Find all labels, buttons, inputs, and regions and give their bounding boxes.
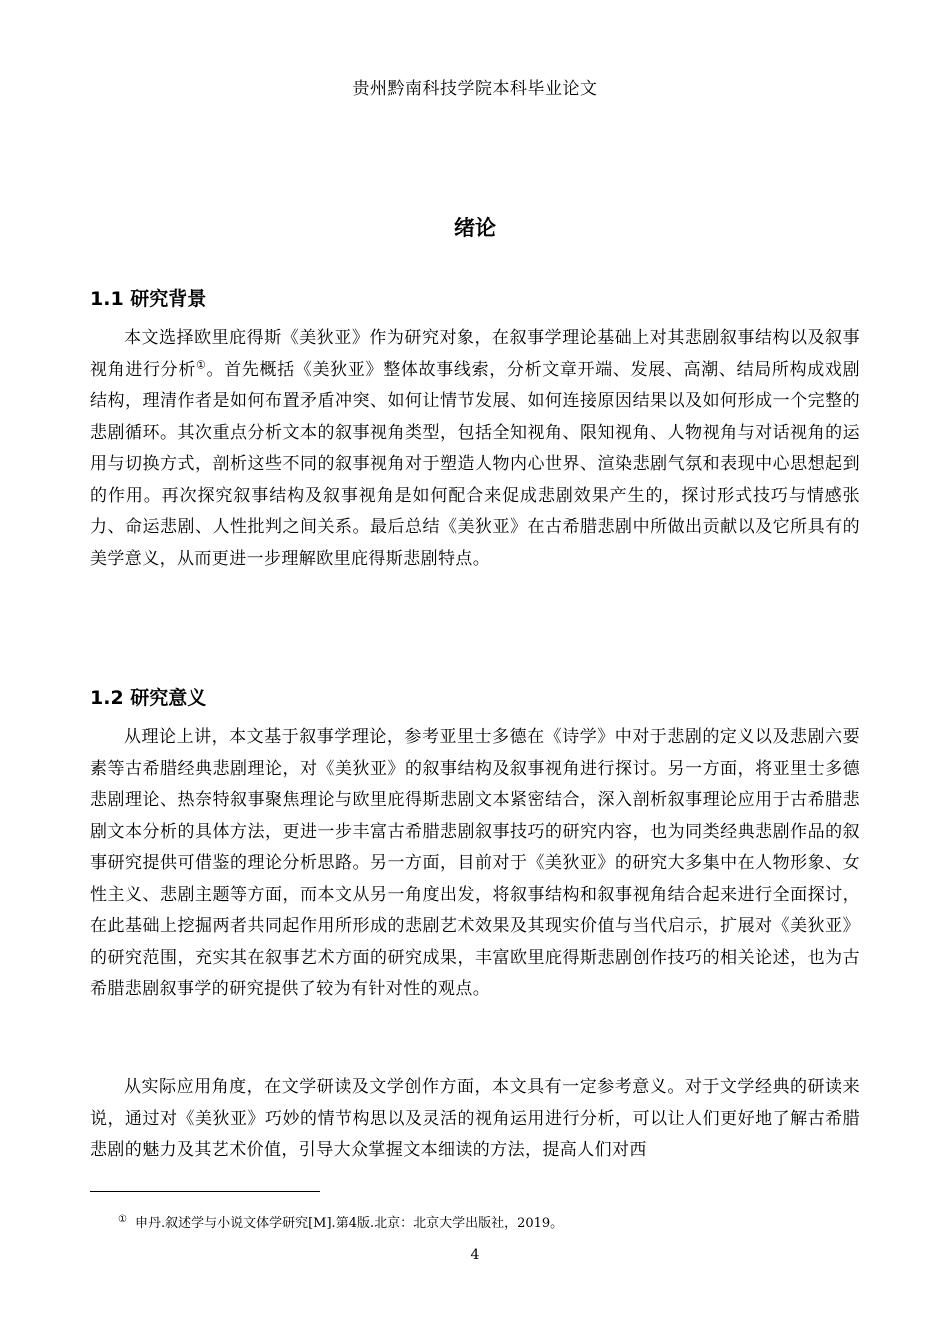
- running-header: 贵州黔南科技学院本科毕业论文: [352, 79, 598, 99]
- paragraph-theoretical-significance: 从理论上讲，本文基于叙事学理论，参考亚里士多德在《诗学》中对于悲剧的定义以及悲剧六要素等古希腊经典悲剧理论，对《美狄亚》的叙事结构及叙事视角进行探讨。另一方面，将亚里士多德悲剧理论、热奈特叙事聚焦理论与欧里庇得斯悲剧文本紧密结合，深入剖析叙事理论应用于古希腊悲剧文本分析的具体方法，更进一步丰富古希腊悲剧叙事技巧的研究内容，也为同类经典悲剧作品的叙事研究提供可借鉴的理论分析思路。另一方面，目前对于《美狄亚》的研究大多集中在人物形象、女性主义、悲剧主题等方面，而本文从另一角度出发，将叙事结构和叙事视角结合起来进行全面探讨，在此基础上挖掘两者共同起作用所形成的悲剧艺术效果及其现实价值与当代启示，扩展对《美狄亚》的研究范围，充实其在叙事艺术方面的研究成果，丰富欧里庇得斯悲剧创作技巧的相关论述，也为古希腊悲剧叙事学的研究提供了较为有针对性的观点。: [90, 727, 860, 999]
- section-heading-background: 1.1 研究背景: [90, 288, 207, 310]
- footnote-reference: ①: [196, 357, 207, 371]
- paragraph-text: 。首先概括《美狄亚》整体故事线索，分析文章开端、发展、高潮、结局所构成戏剧结构，理清作者是如何布置矛盾冲突、如何让情节发展、如何连接原因结果以及如何形成一个完整的悲剧循环。其次重点分析文本的叙事视角类型，包括全知视角、限知视角、人物视角与对话视角的运用与切换方式，剖析这些不同的叙事视角对于塑造人物内心世界、渲染悲剧气氛和表现中心思想起到的作用。再次探究叙事结构及叙事视角是如何配合来促成悲剧效果产生的，探讨形式技巧与情感张力、命运悲剧、人性批判之间关系。最后总结《美狄亚》在古希腊悲剧中所做出贡献以及它所具有的美学意义，从而更进一步理解欧里庇得斯悲剧特点。: [90, 359, 860, 569]
- paragraph-background: [90, 323, 860, 575]
- footnote: [118, 1212, 563, 1231]
- section-heading-significance: 1.2 研究意义: [90, 687, 207, 709]
- footnote-text: 申丹.叙述学与小说文体学研究[M].第4版.北京：北京大学出版社，2019。: [134, 1216, 564, 1231]
- footnote-mark: ①: [118, 1213, 127, 1225]
- footnote-divider: [90, 1191, 320, 1192]
- paragraph-text: 本文选择欧里庇得斯《美狄亚》作为研究对象，在叙事学理论基础上对其悲剧叙事结构以及叙事视角进行分析: [90, 328, 860, 380]
- paragraph-practical-significance: 从实际应用角度，在文学研读及文学创作方面，本文具有一定参考意义。对于文学经典的研读来说，通过对《美狄亚》巧妙的情节构思以及灵活的视角运用进行分析，可以让人们更好地了解古希腊悲剧的魅力及其艺术价值，引导大众掌握文本细读的方法，提高人们对西: [90, 1077, 860, 1160]
- chapter-title: 绪论: [454, 216, 496, 240]
- page-number: 4: [470, 1247, 480, 1263]
